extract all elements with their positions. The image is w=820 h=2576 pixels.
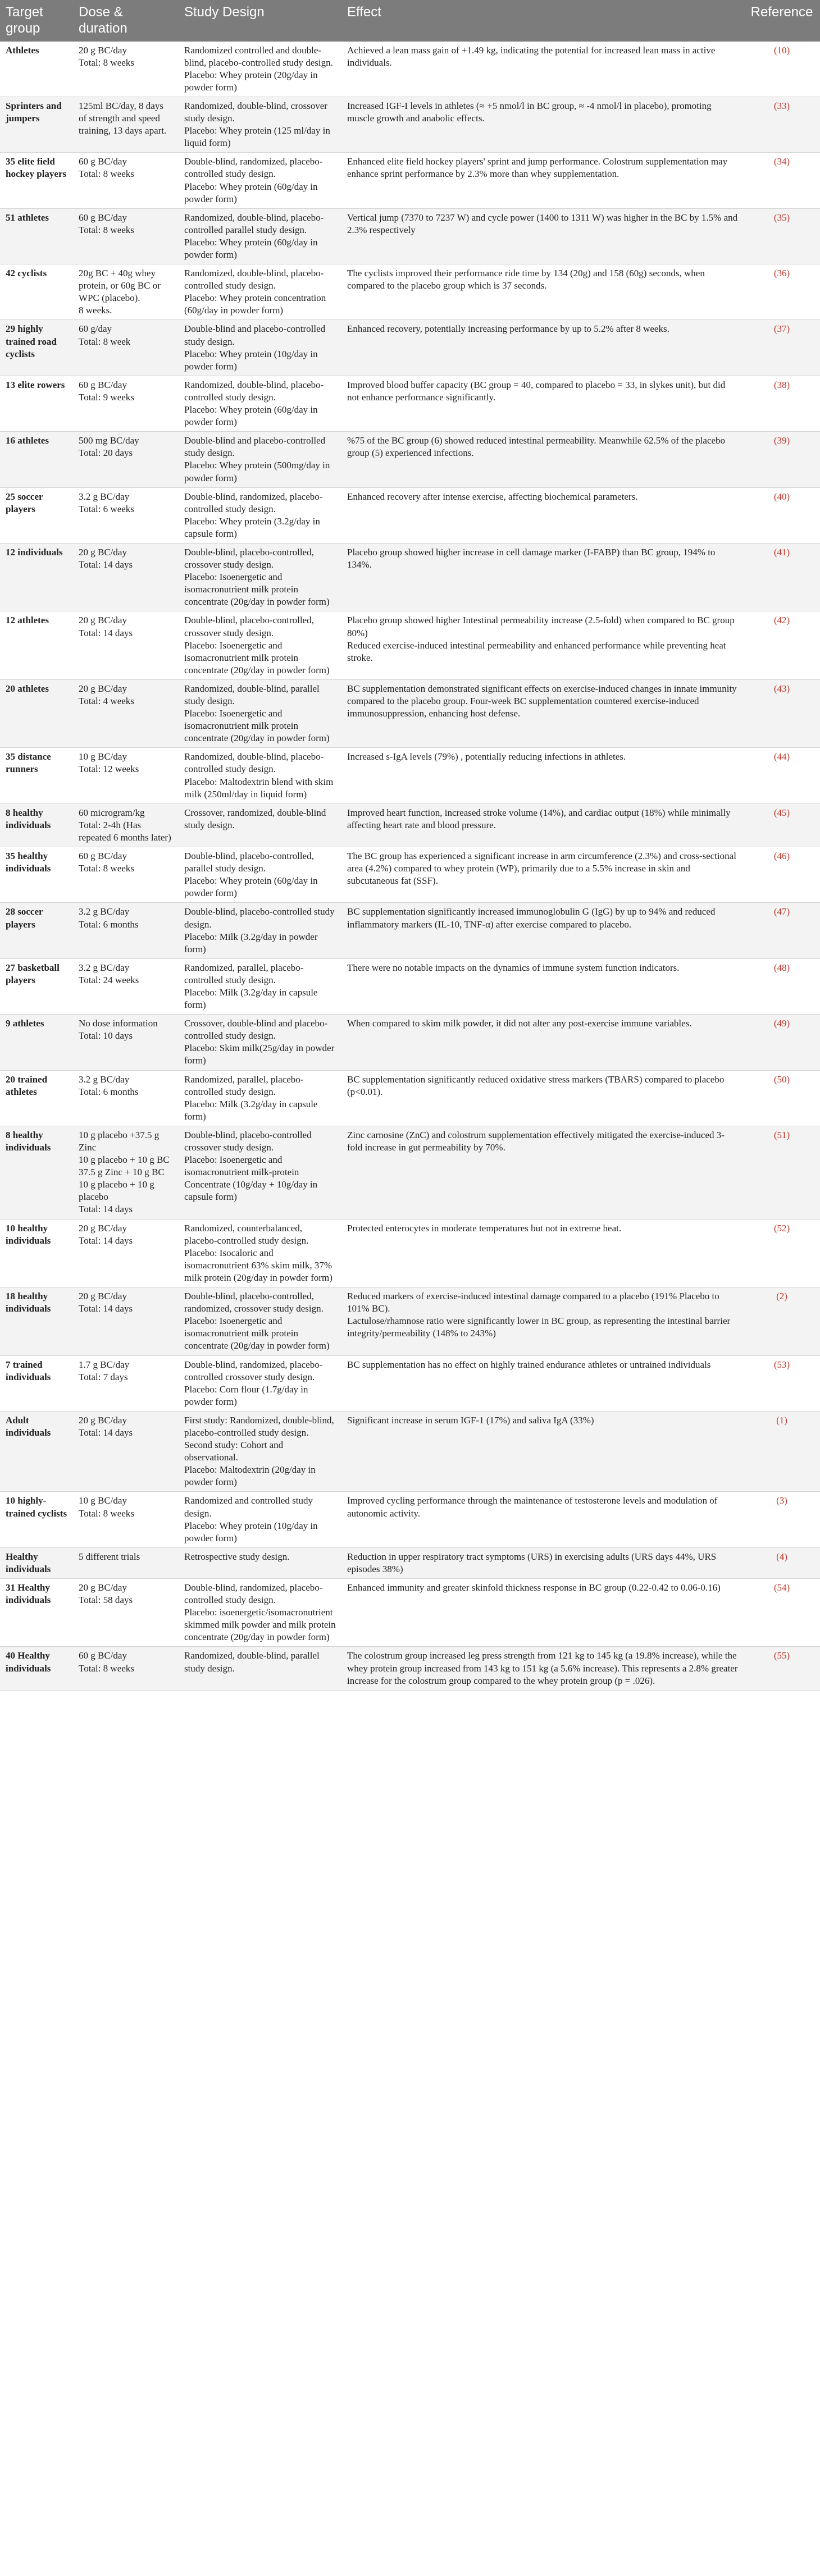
reference-link[interactable]: (35) <box>744 208 820 264</box>
effect-cell: The colostrum group increased leg press strength from 121 kg to 145 kg (a 19.8% increase), while the whey protein group increased from 143 kg to 151 kg (a 5.6% increase). This represents a 2.8% greater increase for the colostrum group compared to the whey protein group (p = .026). <box>341 1647 744 1690</box>
dose-cell: 60 g/day Total: 8 week <box>73 320 179 376</box>
dose-cell: 500 mg BC/day Total: 20 days <box>73 432 179 487</box>
design-cell: Crossover, double-blind and placebo-controlled study design. Placebo: Skim milk(25g/day in powder form) <box>179 1015 341 1070</box>
dose-cell: 3.2 g BC/day Total: 6 weeks <box>73 487 179 543</box>
dose-cell: 20g BC + 40g whey protein, or 60g BC or WPC (placebo). 8 weeks. <box>73 264 179 320</box>
dose-cell: 60 g BC/day Total: 8 weeks <box>73 847 179 903</box>
group-cell: 28 soccer players <box>0 903 73 958</box>
reference-link[interactable]: (47) <box>744 903 820 958</box>
design-cell: Double-blind and placebo-controlled study design. Placebo: Whey protein (500mg/day in powder form) <box>179 432 341 487</box>
effect-cell: Reduced markers of exercise-induced intestinal damage compared to a placebo (191% Placebo to 101% BC). Lactulose/rhamnose ratio were significantly lower in BC group, as representing the intestinal barrier integrity/permeability (148% to 243%) <box>341 1287 744 1355</box>
group-cell: 51 athletes <box>0 208 73 264</box>
group-cell: 27 basketball players <box>0 958 73 1014</box>
effect-cell: Placebo group showed higher Intestinal permeability increase (2.5-fold) when compared to BC group 80%) Reduced exercise-induced intestinal permeability and enhanced performance while preventing heat stroke. <box>341 611 744 679</box>
design-cell: Randomized, double-blind, placebo-controlled parallel study design. Placebo: Whey protein (60g/day in powder form) <box>179 208 341 264</box>
table-row <box>0 679 820 747</box>
dose-cell: 10 g placebo +37.5 g Zinc 10 g placebo + 10 g BC 37.5 g Zinc + 10 g BC 10 g placebo + 10 g placebo Total: 14 days <box>73 1126 179 1219</box>
effect-cell: BC supplementation significantly increased immunoglobulin G (IgG) by up to 94% and reduced inflammatory markers (IL-10, TNF-α) after exercise compared to placebo. <box>341 903 744 958</box>
effect-cell: There were no notable impacts on the dynamics of immune system function indicators. <box>341 958 744 1014</box>
effect-cell: Vertical jump (7370 to 7237 W) and cycle power (1400 to 1311 W) was higher in the BC by 1.5% and 2.3% respectively <box>341 208 744 264</box>
reference-link[interactable]: (45) <box>744 803 820 847</box>
table-row <box>0 432 820 487</box>
design-cell: Randomized, double-blind, placebo-controlled study design. Placebo: Whey protein concentration (60g/day in powder form) <box>179 264 341 320</box>
group-cell: 20 athletes <box>0 679 73 747</box>
effect-cell: When compared to skim milk powder, it did not alter any post-exercise immune variables. <box>341 1015 744 1070</box>
effect-cell: Improved cycling performance through the maintenance of testosterone levels and modulation of autonomic activity. <box>341 1492 744 1547</box>
table-row <box>0 264 820 320</box>
table-row <box>0 1287 820 1355</box>
header-dose-duration: Dose & duration <box>73 0 179 42</box>
reference-link[interactable]: (43) <box>744 679 820 747</box>
effect-cell: Protected enterocytes in moderate temperatures but not in extreme heat. <box>341 1219 744 1287</box>
design-cell: Retrospective study design. <box>179 1547 341 1578</box>
design-cell: Double-blind, placebo-controlled, randomized, crossover study design. Placebo: Isoenergetic and isomacronutrient milk protein concentrate (20g/day in powder form) <box>179 1287 341 1355</box>
group-cell: 25 soccer players <box>0 487 73 543</box>
design-cell: Crossover, randomized, double-blind study design. <box>179 803 341 847</box>
header-effect: Effect <box>341 0 744 42</box>
effect-cell: Zinc carnosine (ZnC) and colostrum supplementation effectively mitigated the exercise-induced 3-fold increase in gut permeability by 70%. <box>341 1126 744 1219</box>
group-cell: 12 individuals <box>0 543 73 611</box>
reference-link[interactable]: (44) <box>744 748 820 803</box>
effect-cell: BC supplementation has no effect on highly trained endurance athletes or untrained individuals <box>341 1355 744 1411</box>
group-cell: 31 Healthy individuals <box>0 1579 73 1647</box>
table-row <box>0 1547 820 1578</box>
dose-cell: 60 g BC/day Total: 8 weeks <box>73 1647 179 1690</box>
header-row <box>0 0 820 42</box>
table-row <box>0 1015 820 1070</box>
effect-cell: The BC group has experienced a significant increase in arm circumference (2.3%) and cross-sectional area (4.2%) compared to whey protein (WP), primarily due to a 5.5% increase in skin and subcutaneous fat (SSF). <box>341 847 744 903</box>
dose-cell: 3.2 g BC/day Total: 24 weeks <box>73 958 179 1014</box>
dose-cell: 20 g BC/day Total: 14 days <box>73 543 179 611</box>
dose-cell: 10 g BC/day Total: 12 weeks <box>73 748 179 803</box>
table-row <box>0 1647 820 1690</box>
reference-link[interactable]: (50) <box>744 1070 820 1126</box>
effect-cell: Enhanced immunity and greater skinfold thickness response in BC group (0.22-0.42 to 0.06-0.16) <box>341 1579 744 1647</box>
table-row <box>0 153 820 208</box>
design-cell: Randomized, double-blind, placebo-controlled study design. Placebo: Whey protein (60g/day in powder form) <box>179 376 341 431</box>
design-cell: Double-blind, randomized, placebo-controlled study design. Placebo: Whey protein (3.2g/day in capsule form) <box>179 487 341 543</box>
reference-link[interactable]: (34) <box>744 153 820 208</box>
reference-link[interactable]: (49) <box>744 1015 820 1070</box>
group-cell: 20 trained athletes <box>0 1070 73 1126</box>
table-row <box>0 1492 820 1547</box>
header-study-design: Study Design <box>179 0 341 42</box>
design-cell: Double-blind, placebo-controlled, parallel study design. Placebo: Whey protein (60g/day in powder form) <box>179 847 341 903</box>
dose-cell: 3.2 g BC/day Total: 6 months <box>73 903 179 958</box>
effect-cell: Enhanced recovery, potentially increasing performance by up to 5.2% after 8 weeks. <box>341 320 744 376</box>
effect-cell: Improved blood buffer capacity (BC group = 40, compared to placebo = 33, in slykes unit), but did not enhance performance significantly. <box>341 376 744 431</box>
reference-link[interactable]: (51) <box>744 1126 820 1219</box>
design-cell: Randomized, double-blind, crossover study design. Placebo: Whey protein (125 ml/day in liquid form) <box>179 97 341 152</box>
group-cell: Athletes <box>0 42 73 97</box>
dose-cell: 20 g BC/day Total: 8 weeks <box>73 42 179 97</box>
group-cell: 10 highly-trained cyclists <box>0 1492 73 1547</box>
design-cell: Randomized and controlled study design. Placebo: Whey protein (10g/day in powder form) <box>179 1492 341 1547</box>
effect-cell: BC supplementation significantly reduced oxidative stress markers (TBARS) compared to placebo (p<0.01). <box>341 1070 744 1126</box>
reference-link[interactable]: (39) <box>744 432 820 487</box>
dose-cell: 60 g BC/day Total: 9 weeks <box>73 376 179 431</box>
reference-link[interactable]: (1) <box>744 1411 820 1492</box>
dose-cell: 5 different trials <box>73 1547 179 1578</box>
dose-cell: 20 g BC/day Total: 14 days <box>73 1219 179 1287</box>
table-row <box>0 543 820 611</box>
group-cell: 42 cyclists <box>0 264 73 320</box>
design-cell: Randomized, double-blind, parallel study design. Placebo: Isoenergetic and isomacronutrient milk protein concentrate (20g/day in powder form) <box>179 679 341 747</box>
group-cell: 13 elite rowers <box>0 376 73 431</box>
group-cell: 16 athletes <box>0 432 73 487</box>
table-row <box>0 320 820 376</box>
header-reference: Reference <box>744 0 820 42</box>
reference-link[interactable]: (36) <box>744 264 820 320</box>
table-body <box>0 42 820 1691</box>
dose-cell: 10 g BC/day Total: 8 weeks <box>73 1492 179 1547</box>
group-cell: 40 Healthy individuals <box>0 1647 73 1690</box>
effect-cell: Improved heart function, increased stroke volume (14%), and cardiac output (18%) while minimally affecting heart rate and blood pressure. <box>341 803 744 847</box>
dose-cell: 125ml BC/day, 8 days of strength and speed training, 13 days apart. <box>73 97 179 152</box>
table-row <box>0 1355 820 1411</box>
reference-link[interactable]: (33) <box>744 97 820 152</box>
dose-cell: 1.7 g BC/day Total: 7 days <box>73 1355 179 1411</box>
design-cell: Randomized, double-blind, placebo-controlled study design. Placebo: Maltodextrin blend with skim milk (250ml/day in liquid form) <box>179 748 341 803</box>
design-cell: Double-blind, placebo-controlled crossover study design. Placebo: Isoenergetic and isomacronutrient milk-protein Concentrate (10g/day + 10g/day in capsule form) <box>179 1126 341 1219</box>
reference-link[interactable]: (41) <box>744 543 820 611</box>
design-cell: Randomized, double-blind, parallel study design. <box>179 1647 341 1690</box>
table-header <box>0 0 820 42</box>
group-cell: 7 trained individuals <box>0 1355 73 1411</box>
dose-cell: 20 g BC/day Total: 58 days <box>73 1579 179 1647</box>
table-row <box>0 1579 820 1647</box>
reference-link[interactable]: (10) <box>744 42 820 97</box>
reference-link[interactable]: (42) <box>744 611 820 679</box>
dose-cell: 20 g BC/day Total: 4 weeks <box>73 679 179 747</box>
group-cell: Adult individuals <box>0 1411 73 1492</box>
effect-cell: Enhanced elite field hockey players' sprint and jump performance. Colostrum supplementation may enhance sprint performance by 2.3% more than whey supplementation. <box>341 153 744 208</box>
design-cell: First study: Randomized, double-blind, placebo-controlled study design. Second study: Cohort and observational. Placebo: Maltodextrin (20g/day in powder form) <box>179 1411 341 1492</box>
group-cell: Healthy individuals <box>0 1547 73 1578</box>
design-cell: Double-blind, placebo-controlled, crossover study design. Placebo: Isoenergetic and isomacronutrient milk protein concentrate (20g/day in powder form) <box>179 611 341 679</box>
table-row <box>0 1126 820 1219</box>
table-row <box>0 42 820 97</box>
effect-cell: Significant increase in serum IGF-1 (17%) and saliva IgA (33%) <box>341 1411 744 1492</box>
design-cell: Double-blind, placebo-controlled study design. Placebo: Milk (3.2g/day in powder form) <box>179 903 341 958</box>
reference-link[interactable]: (3) <box>744 1492 820 1547</box>
effect-cell: Placebo group showed higher increase in cell damage marker (I-FABP) than BC group, 194% to 134%. <box>341 543 744 611</box>
design-cell: Double-blind and placebo-controlled study design. Placebo: Whey protein (10g/day in powder form) <box>179 320 341 376</box>
effect-cell: Increased s-IgA levels (79%) , potentially reducing infections in athletes. <box>341 748 744 803</box>
group-cell: 35 distance runners <box>0 748 73 803</box>
reference-link[interactable]: (40) <box>744 487 820 543</box>
effect-cell: BC supplementation demonstrated significant effects on exercise-induced changes in innate immunity compared to the placebo group. Four-week BC supplementation countered exercise-induced immunosuppression, enhancing host defense. <box>341 679 744 747</box>
group-cell: 18 healthy individuals <box>0 1287 73 1355</box>
reference-link[interactable]: (53) <box>744 1355 820 1411</box>
design-cell: Double-blind, randomized, placebo-controlled study design. Placebo: isoenergetic/isomacronutrient skimmed milk powder and milk protein concentrate (20g/day in powder form) <box>179 1579 341 1647</box>
table-row <box>0 748 820 803</box>
group-cell: 8 healthy individuals <box>0 803 73 847</box>
group-cell: 8 healthy individuals <box>0 1126 73 1219</box>
effect-cell: The cyclists improved their performance ride time by 134 (20g) and 158 (60g) seconds, when compared to the placebo group which is 37 seconds. <box>341 264 744 320</box>
table-row <box>0 208 820 264</box>
table-row <box>0 487 820 543</box>
effect-cell: Achieved a lean mass gain of +1.49 kg, indicating the potential for increased lean mass in active individuals. <box>341 42 744 97</box>
effect-cell: Enhanced recovery after intense exercise, affecting biochemical parameters. <box>341 487 744 543</box>
table-row <box>0 803 820 847</box>
design-cell: Double-blind, randomized, placebo-controlled crossover study design. Placebo: Corn flour (1.7g/day in powder form) <box>179 1355 341 1411</box>
group-cell: 35 elite field hockey players <box>0 153 73 208</box>
design-cell: Randomized, parallel, placebo-controlled study design. Placebo: Milk (3.2g/day in capsule form) <box>179 1070 341 1126</box>
reference-link[interactable]: (38) <box>744 376 820 431</box>
reference-link[interactable]: (54) <box>744 1579 820 1647</box>
table-row <box>0 1411 820 1492</box>
table-row <box>0 376 820 431</box>
effect-cell: Reduction in upper respiratory tract symptoms (URS) in exercising adults (URS days 44%, URS episodes 38%) <box>341 1547 744 1578</box>
dose-cell: 20 g BC/day Total: 14 days <box>73 1411 179 1492</box>
group-cell: 29 highly trained road cyclists <box>0 320 73 376</box>
reference-link[interactable]: (55) <box>744 1647 820 1690</box>
design-cell: Randomized controlled and double-blind, placebo-controlled study design. Placebo: Whey protein (20g/day in powder form) <box>179 42 341 97</box>
dose-cell: 20 g BC/day Total: 14 days <box>73 611 179 679</box>
dose-cell: No dose information Total: 10 days <box>73 1015 179 1070</box>
design-cell: Double-blind, randomized, placebo-controlled study design. Placebo: Whey protein (60g/day in powder form) <box>179 153 341 208</box>
table-row <box>0 1070 820 1126</box>
dose-cell: 60 g BC/day Total: 8 weeks <box>73 153 179 208</box>
design-cell: Double-blind, placebo-controlled, crossover study design. Placebo: Isoenergetic and isomacronutrient milk protein concentrate (20g/day in powder form) <box>179 543 341 611</box>
table-row <box>0 97 820 152</box>
effect-cell: %75 of the BC group (6) showed reduced intestinal permeability. Meanwhile 62.5% of the placebo group (5) experienced infections. <box>341 432 744 487</box>
group-cell: 10 healthy individuals <box>0 1219 73 1287</box>
table-row <box>0 958 820 1014</box>
reference-link[interactable]: (52) <box>744 1219 820 1287</box>
reference-link[interactable]: (37) <box>744 320 820 376</box>
dose-cell: 3.2 g BC/day Total: 6 months <box>73 1070 179 1126</box>
reference-link[interactable]: (2) <box>744 1287 820 1355</box>
group-cell: 9 athletes <box>0 1015 73 1070</box>
effect-cell: Increased IGF-I levels in athletes (≈ +5 nmol/l in BC group, ≈ -4 nmol/l in placebo), promoting muscle growth and anabolic effects. <box>341 97 744 152</box>
table-row <box>0 1219 820 1287</box>
group-cell: 35 healthy individuals <box>0 847 73 903</box>
design-cell: Randomized, counterbalanced, placebo-controlled study design. Placebo: Isocaloric and isomacronutrient 63% skim milk, 37% milk protein (20g/day in powder form) <box>179 1219 341 1287</box>
reference-link[interactable]: (46) <box>744 847 820 903</box>
reference-link[interactable]: (4) <box>744 1547 820 1578</box>
dose-cell: 60 g BC/day Total: 8 weeks <box>73 208 179 264</box>
table-row <box>0 847 820 903</box>
header-target-group: Target group <box>0 0 73 42</box>
table-row <box>0 611 820 679</box>
dose-cell: 60 microgram/kg Total: 2-4h (Has repeated 6 months later) <box>73 803 179 847</box>
group-cell: 12 athletes <box>0 611 73 679</box>
design-cell: Randomized, parallel, placebo-controlled study design. Placebo: Milk (3.2g/day in capsule form) <box>179 958 341 1014</box>
group-cell: Sprinters and jumpers <box>0 97 73 152</box>
table-row <box>0 903 820 958</box>
reference-link[interactable]: (48) <box>744 958 820 1014</box>
dose-cell: 20 g BC/day Total: 14 days <box>73 1287 179 1355</box>
